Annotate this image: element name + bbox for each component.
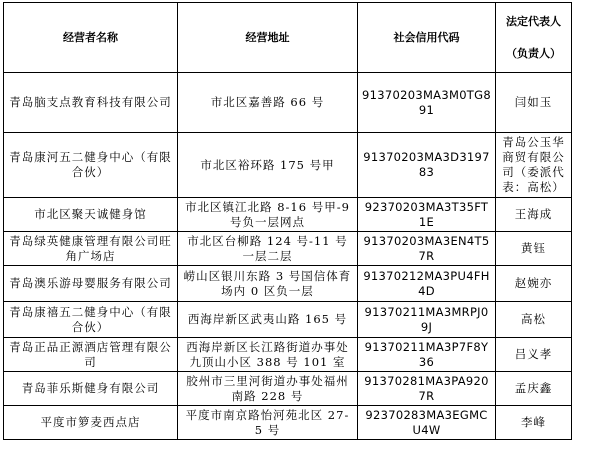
row-address: 胶州市三里河街道办事处福州南路 228 号 (178, 372, 358, 406)
row-code: 91370211MA3P7F8Y36 (358, 338, 496, 372)
row-name: 青岛正品正源酒店管理有限公司 (4, 338, 178, 372)
row-representative: 高松 (496, 302, 572, 338)
row-representative: 黄钰 (496, 232, 572, 266)
row-representative: 青岛公玉华商贸有限公司（委派代表：高松） (496, 133, 572, 198)
row-code: 91370203MA3D319783 (358, 133, 496, 198)
row-name: 青岛脑支点教育科技有限公司 (4, 73, 178, 133)
row-code: 91370211MA3MRPJ09J (358, 302, 496, 338)
table-row (4, 302, 572, 338)
row-code: 92370203MA3T35FT1E (358, 198, 496, 232)
table-row (4, 133, 572, 198)
row-address: 崂山区银川东路 3 号国信体育场内 0 区负一层 (178, 266, 358, 302)
row-address: 市北区台柳路 124 号-11 号一层二层 (178, 232, 358, 266)
row-code: 91370281MA3PA9207R (358, 372, 496, 406)
row-name: 青岛绿英健康管理有限公司旺角广场店 (4, 232, 178, 266)
row-address: 西海岸新区长江路街道办事处九顶山小区 388 号 101 室 (178, 338, 358, 372)
table-row (4, 372, 572, 406)
row-name: 平度市箩麦西点店 (4, 406, 178, 440)
table-row (4, 406, 572, 440)
row-address: 市北区镇江北路 8-16 号甲-9 号负一层网点 (178, 198, 358, 232)
row-representative: 赵婉亦 (496, 266, 572, 302)
row-name: 青岛康禧五二健身中心（有限合伙） (4, 302, 178, 338)
header-rep-line1: 法定代表人 (506, 14, 561, 28)
row-code: 91370212MA3PU4FH4D (358, 266, 496, 302)
row-address: 西海岸新区武夷山路 165 号 (178, 302, 358, 338)
header-rep-line2: （负责人） (506, 46, 561, 60)
row-representative: 闫如玉 (496, 73, 572, 133)
header-address: 经营地址 (178, 3, 358, 73)
table-row (4, 232, 572, 266)
table-row (4, 338, 572, 372)
row-representative: 孟庆鑫 (496, 372, 572, 406)
table-header-row (4, 3, 572, 73)
header-representative (496, 3, 572, 73)
row-representative: 李峰 (496, 406, 572, 440)
row-address: 市北区裕环路 175 号甲 (178, 133, 358, 198)
row-name: 青岛菲乐斯健身有限公司 (4, 372, 178, 406)
row-name: 市北区聚天诚健身馆 (4, 198, 178, 232)
row-name: 青岛康河五二健身中心（有限合伙） (4, 133, 178, 198)
header-name: 经营者名称 (4, 3, 178, 73)
row-code: 91370203MA3EN4T57R (358, 232, 496, 266)
row-name: 青岛澳乐游母婴服务有限公司 (4, 266, 178, 302)
row-address: 平度市南京路怡河苑北区 27-5 号 (178, 406, 358, 440)
header-code: 社会信用代码 (358, 3, 496, 73)
business-table (3, 2, 572, 440)
table-row (4, 266, 572, 302)
row-representative: 王海成 (496, 198, 572, 232)
row-representative: 吕义孝 (496, 338, 572, 372)
table-row (4, 73, 572, 133)
row-address: 市北区嘉善路 66 号 (178, 73, 358, 133)
row-code: 91370203MA3M0TG891 (358, 73, 496, 133)
row-code: 92370283MA3EGMCU4W (358, 406, 496, 440)
table-row (4, 198, 572, 232)
